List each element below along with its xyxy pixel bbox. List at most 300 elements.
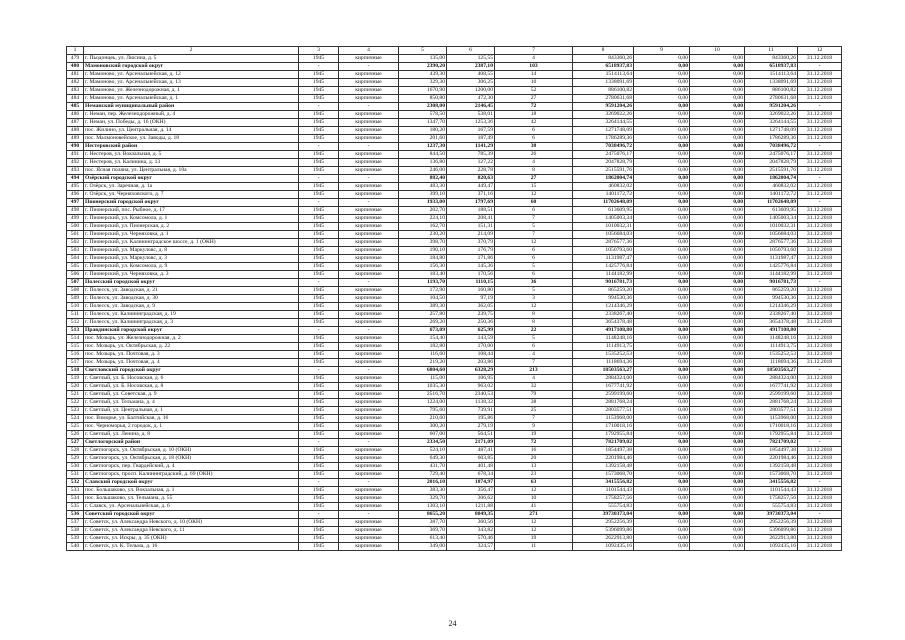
table-cell: 729,40	[399, 471, 447, 479]
table-cell: 1945	[299, 503, 339, 511]
table-cell: 538	[67, 527, 84, 535]
table-cell: кирпичные	[339, 447, 399, 455]
table-cell: г. Мамоново, ул. Арсенальнейская, д. 12	[84, 71, 299, 79]
table-cell: 0,00	[634, 119, 690, 127]
table-cell: 26	[495, 151, 573, 159]
table-row	[67, 183, 842, 191]
table-row	[67, 351, 842, 359]
table-cell: 23	[495, 471, 573, 479]
table-cell: 519	[67, 375, 84, 383]
table-cell: кирпичные	[339, 519, 399, 527]
table-cell: 239,75	[447, 311, 495, 319]
table-cell: 0,00	[634, 95, 690, 103]
table-cell: 1347,70	[399, 119, 447, 127]
table-cell: 865259,20	[573, 287, 634, 295]
table-cell: 1945	[299, 223, 339, 231]
table-cell: 2881768,24	[745, 399, 798, 407]
table-cell: 1854497,38	[745, 447, 798, 455]
table-cell: 0,00	[634, 231, 690, 239]
table-cell: 210,60	[399, 415, 447, 423]
table-row	[67, 159, 842, 167]
table-cell: 202,70	[399, 207, 447, 215]
table-cell: г. Мамоново, ул. Железнодорожная, д. 1	[84, 87, 299, 95]
table-cell: кирпичные	[339, 503, 399, 511]
table-cell: 820,63	[447, 175, 495, 183]
table-cell: -	[339, 143, 399, 151]
table-cell: 228,78	[447, 167, 495, 175]
table-cell: 0,00	[634, 503, 690, 511]
table-cell: кирпичные	[339, 127, 399, 135]
table-cell: 3654378,48	[573, 319, 634, 327]
table-cell: 1945	[299, 311, 339, 319]
table-cell: 1148248,16	[573, 335, 634, 343]
table-cell: 0,00	[634, 351, 690, 359]
table-cell: -	[299, 327, 339, 335]
table-cell: 0,00	[690, 415, 745, 423]
table-cell: Полесский городской округ	[84, 279, 299, 287]
table-cell: 1945	[299, 127, 339, 135]
table-cell: 31.12.2018	[798, 503, 842, 511]
table-row	[67, 287, 842, 295]
table-cell: 512	[67, 319, 84, 327]
table-cell: 0,00	[634, 127, 690, 135]
table-cell: 182,80	[399, 343, 447, 351]
table-cell: 0,00	[690, 447, 745, 455]
table-cell: 151,31	[447, 223, 495, 231]
table-cell: 0,00	[690, 55, 745, 63]
table-cell: 224,10	[399, 215, 447, 223]
table-cell: 625,99	[447, 327, 495, 335]
table-cell: 195,86	[447, 415, 495, 423]
table-cell: 8049,35	[447, 511, 495, 519]
table-cell: 1945	[299, 71, 339, 79]
table-cell: 536	[67, 511, 84, 519]
table-cell: 1237,30	[399, 143, 447, 151]
table-cell: 188,51	[447, 207, 495, 215]
table-cell: 0,00	[690, 159, 745, 167]
table-cell: 431,70	[399, 463, 447, 471]
table-cell: г. Озёрск, ул. Черняховского, д. 7	[84, 191, 299, 199]
table-cell: 1338091,69	[745, 79, 798, 87]
table-cell: 1945	[299, 471, 339, 479]
table-cell: Светловский городской округ	[84, 367, 299, 375]
table-cell: 518	[67, 367, 84, 375]
table-cell: 1945	[299, 519, 339, 527]
table-cell: 31.12.2018	[798, 359, 842, 367]
table-cell: 103	[495, 63, 573, 71]
table-row	[67, 503, 842, 511]
table-cell: 1797,69	[447, 199, 495, 207]
table-cell: кирпичные	[339, 319, 399, 327]
table-cell: 526	[67, 431, 84, 439]
table-cell: 1271748,09	[745, 127, 798, 135]
table-cell: 1101544,43	[745, 487, 798, 495]
table-cell: 356,47	[447, 487, 495, 495]
table-cell: 125,55	[447, 55, 495, 63]
table-cell: 538,01	[447, 111, 495, 119]
table-cell: 1945	[299, 263, 339, 271]
table-cell: 0,00	[690, 319, 745, 327]
table-cell: 524	[67, 415, 84, 423]
table-cell: 865259,20	[745, 287, 798, 295]
table-cell: 362,05	[447, 303, 495, 311]
column-header: 6	[447, 47, 495, 55]
table-cell: 2622913,80	[573, 535, 634, 543]
table-cell: 3415556,82	[573, 479, 634, 487]
table-cell: 31.12.2018	[798, 319, 842, 327]
table-cell: -	[339, 63, 399, 71]
table-cell: 1758257,56	[745, 495, 798, 503]
table-cell: 31.12.2018	[798, 471, 842, 479]
table-cell: 0,00	[634, 343, 690, 351]
table-cell: кирпичные	[339, 247, 399, 255]
table-cell: 1138,32	[447, 399, 495, 407]
table-cell: -	[339, 367, 399, 375]
table-cell: 0,00	[634, 175, 690, 183]
table-cell: 20	[495, 455, 573, 463]
table-cell: 0,00	[690, 71, 745, 79]
table-row	[67, 303, 842, 311]
table-cell: 488	[67, 127, 84, 135]
table-cell: 479	[67, 55, 84, 63]
table-cell: кирпичные	[339, 167, 399, 175]
table-cell: г. Пионерский, ул. Калининградское шоссе, д. 1 (ОКН)	[84, 239, 299, 247]
table-cell: 480	[67, 63, 84, 71]
table-cell: 399,10	[399, 191, 447, 199]
table-cell: 19	[495, 431, 573, 439]
table-cell: 0,00	[634, 167, 690, 175]
table-cell: 1945	[299, 55, 339, 63]
table-row	[67, 535, 842, 543]
table-cell: 1786289,36	[745, 135, 798, 143]
table-cell: 3269022,26	[573, 111, 634, 119]
table-cell: 170,56	[447, 271, 495, 279]
table-cell: 104,50	[399, 295, 447, 303]
table-cell: кирпичные	[339, 423, 399, 431]
table-row	[67, 311, 842, 319]
table-cell: 19	[495, 535, 573, 543]
table-row	[67, 359, 842, 367]
table-cell: 31.12.2018	[798, 191, 842, 199]
table-cell: -	[299, 479, 339, 487]
table-cell: 31.12.2018	[798, 535, 842, 543]
table-cell: 1303,10	[399, 503, 447, 511]
table-cell: 1945	[299, 87, 339, 95]
table-cell: 1945	[299, 463, 339, 471]
table-cell: 0,00	[634, 327, 690, 335]
table-cell: 383,30	[399, 487, 447, 495]
table-cell: 534	[67, 495, 84, 503]
table-cell: г. Пионерский, ул. Черняховка, д. 3	[84, 271, 299, 279]
table-cell: 1945	[299, 487, 339, 495]
table-cell: 4	[495, 351, 573, 359]
table-cell: кирпичные	[339, 535, 399, 543]
table-cell: 31.12.2018	[798, 519, 842, 527]
table-cell: 31.12.2018	[798, 127, 842, 135]
table-cell: 160,80	[447, 287, 495, 295]
table-cell: -	[339, 511, 399, 519]
table-cell: г. Славск, ул. Арсенальнейская, д. 6	[84, 503, 299, 511]
table-cell: 31.12.2018	[798, 447, 842, 455]
table-cell: 0,00	[634, 431, 690, 439]
table-cell: 1131987,47	[745, 255, 798, 263]
table-cell: 0,00	[690, 431, 745, 439]
table-cell: кирпичные	[339, 335, 399, 343]
table-cell: 31.12.2018	[798, 271, 842, 279]
table-cell: 521	[67, 391, 84, 399]
column-header: 9	[634, 47, 690, 55]
table-cell: 0,00	[634, 383, 690, 391]
table-cell: 72	[495, 439, 573, 447]
table-cell: 1945	[299, 191, 339, 199]
table-cell: г. Пионерский, ул. Маркуловс, д. 3	[84, 255, 299, 263]
table-cell: г. Мамоново, ул. Арсенальнейская, д. 13	[84, 79, 299, 87]
table-cell: 2876577,36	[573, 239, 634, 247]
table-cell: 408,55	[447, 71, 495, 79]
table-cell: Пионерский городской округ	[84, 199, 299, 207]
table-cell: 12	[495, 519, 573, 527]
table-cell: 1854497,38	[573, 447, 634, 455]
table-cell: 0,00	[690, 191, 745, 199]
table-cell: 387,70	[399, 519, 447, 527]
table-cell: 31.12.2018	[798, 247, 842, 255]
table-cell: 1945	[299, 447, 339, 455]
table-cell: -	[798, 479, 842, 487]
table-cell: 1114913,75	[745, 343, 798, 351]
table-cell: 0,00	[690, 351, 745, 359]
table-cell: 2171,09	[447, 439, 495, 447]
table-cell: 0,00	[690, 135, 745, 143]
table-cell: г. Светлый, ул. Советская, д. 9	[84, 391, 299, 399]
table-cell: 1945	[299, 231, 339, 239]
table-cell: г. Неман, ул. Победы, д. 16 (ОКН)	[84, 119, 299, 127]
table-cell: 504	[67, 255, 84, 263]
subtotal-row	[67, 327, 842, 335]
table-cell: кирпичные	[339, 343, 399, 351]
table-cell: 0,00	[690, 543, 745, 551]
table-cell: 0,00	[634, 543, 690, 551]
table-cell: кирпичные	[339, 71, 399, 79]
table-cell: Правдинский городской округ	[84, 327, 299, 335]
table-cell: 2622913,80	[745, 535, 798, 543]
table-cell: 343,82	[447, 527, 495, 535]
table-cell: 1056684,03	[573, 231, 634, 239]
table-cell: 1945	[299, 455, 339, 463]
table-cell: кирпичные	[339, 183, 399, 191]
table-cell: 0,00	[690, 255, 745, 263]
table-cell: 39730373,04	[745, 511, 798, 519]
table-cell: 0,00	[690, 391, 745, 399]
table-cell: 449,47	[447, 183, 495, 191]
table-cell: 201,60	[399, 135, 447, 143]
table-cell: -	[299, 439, 339, 447]
table-cell: 31.12.2018	[798, 463, 842, 471]
table-cell: 0,00	[690, 271, 745, 279]
table-cell: 214,09	[447, 231, 495, 239]
table-cell: -	[299, 511, 339, 519]
table-cell: 18503563,27	[573, 367, 634, 375]
table-cell: 31.12.2018	[798, 71, 842, 79]
table-cell: 0,00	[634, 191, 690, 199]
table-cell: -	[339, 175, 399, 183]
table-cell: пос. Мозырь, ул. Почтовая, д. 4	[84, 359, 299, 367]
table-cell: 0,00	[634, 495, 690, 503]
table-cell: 8	[495, 167, 573, 175]
table-cell: 12	[495, 527, 573, 535]
table-cell: 2047828,79	[745, 159, 798, 167]
table-cell: 2475076,17	[745, 151, 798, 159]
table-cell: 0,00	[690, 111, 745, 119]
table-cell: 532	[67, 479, 84, 487]
table-cell: 1945	[299, 215, 339, 223]
table-cell: -	[299, 103, 339, 111]
table-cell: 12	[495, 487, 573, 495]
table-cell: 271	[495, 511, 573, 519]
table-cell: 489	[67, 135, 84, 143]
table-cell: 1392158,48	[745, 463, 798, 471]
table-cell: -	[798, 63, 842, 71]
table-cell: 613,40	[399, 535, 447, 543]
table-row	[67, 255, 842, 263]
table-cell: -	[339, 327, 399, 335]
table-row	[67, 487, 842, 495]
table-cell: 0,00	[690, 479, 745, 487]
table-cell: 0,00	[690, 343, 745, 351]
table-cell: 135,00	[399, 55, 447, 63]
table-cell: 843360,26	[745, 55, 798, 63]
table-row	[67, 191, 842, 199]
table-cell: -	[299, 279, 339, 287]
table-cell: г. Светлый, ул. Б. Носовская, д. 8	[84, 383, 299, 391]
table-cell: 184,80	[399, 255, 447, 263]
table-row	[67, 423, 842, 431]
table-cell: 0,00	[690, 487, 745, 495]
table-cell: 1945	[299, 423, 339, 431]
table-cell: 300,20	[399, 423, 447, 431]
table-cell: -	[798, 279, 842, 287]
table-cell: 1214346,29	[573, 303, 634, 311]
subtotal-row	[67, 175, 842, 183]
table-cell: 0,00	[634, 63, 690, 71]
table-cell: 167,59	[447, 127, 495, 135]
table-cell: 42	[495, 119, 573, 127]
table-cell: 0,00	[634, 255, 690, 263]
table-cell: 2334,50	[399, 439, 447, 447]
table-cell: 1758257,56	[573, 495, 634, 503]
table-cell: 0,00	[690, 95, 745, 103]
table-cell: 0,00	[690, 439, 745, 447]
table-cell: 8655,20	[399, 511, 447, 519]
table-cell: 1945	[299, 535, 339, 543]
table-cell: 219,20	[399, 359, 447, 367]
table-cell: 0,00	[634, 207, 690, 215]
table-cell: 0,00	[634, 279, 690, 287]
table-cell: 1573068,70	[745, 471, 798, 479]
table-cell: 0,00	[634, 423, 690, 431]
table-cell: 1945	[299, 255, 339, 263]
table-cell: 389,30	[399, 303, 447, 311]
table-cell: 503	[67, 247, 84, 255]
table-cell: 7	[495, 215, 573, 223]
table-cell: 486	[67, 111, 84, 119]
table-cell: -	[339, 439, 399, 447]
table-cell: 0,00	[690, 207, 745, 215]
table-cell: 5	[495, 263, 573, 271]
table-cell: 1862004,74	[573, 175, 634, 183]
table-cell: кирпичные	[339, 255, 399, 263]
table-cell: 3264144,55	[745, 119, 798, 127]
table-cell: 31.12.2018	[798, 527, 842, 535]
table-cell: 481	[67, 71, 84, 79]
table-cell: 0,00	[690, 519, 745, 527]
table-cell: 3269022,26	[745, 111, 798, 119]
table-cell: 2780631,68	[573, 95, 634, 103]
table-cell: 162,70	[399, 223, 447, 231]
table-cell: 460832,02	[573, 183, 634, 191]
table-row	[67, 455, 842, 463]
table-cell: 6804,60	[399, 367, 447, 375]
column-header: 3	[299, 47, 339, 55]
table-cell: 523	[67, 407, 84, 415]
table-cell: кирпичные	[339, 159, 399, 167]
table-cell: 31.12.2018	[798, 255, 842, 263]
table-cell: 6328,29	[447, 367, 495, 375]
table-cell: 7821709,02	[745, 439, 798, 447]
table-cell: 578,50	[399, 111, 447, 119]
table-cell: Мамоновский городской округ	[84, 63, 299, 71]
table-cell: 97,19	[447, 295, 495, 303]
table-cell: 514	[67, 335, 84, 343]
table-cell: 0,00	[634, 463, 690, 471]
table-cell: 525	[67, 423, 84, 431]
table-cell: 31.12.2018	[798, 239, 842, 247]
table-cell: 0,00	[634, 311, 690, 319]
table-cell: 0,00	[690, 287, 745, 295]
table-cell: 1153968,00	[573, 415, 634, 423]
table-cell: 844,50	[399, 151, 447, 159]
table-cell: 0,00	[634, 287, 690, 295]
table-cell: 1945	[299, 399, 339, 407]
table-cell: 886100,82	[745, 87, 798, 95]
table-row	[67, 383, 842, 391]
table-cell: 22	[495, 327, 573, 335]
table-cell: 370,79	[447, 239, 495, 247]
table-cell: 401,48	[447, 463, 495, 471]
table-cell: кирпичные	[339, 95, 399, 103]
table-cell: 6	[495, 207, 573, 215]
table-row	[67, 263, 842, 271]
table-cell: 1010032,31	[573, 223, 634, 231]
table-cell: 250,36	[447, 319, 495, 327]
table-cell: 2599199,60	[745, 391, 798, 399]
table-cell: 1118694,36	[573, 359, 634, 367]
table-cell: 529	[67, 455, 84, 463]
table-row	[67, 271, 842, 279]
table-cell: 491	[67, 151, 84, 159]
table-cell: 3654378,48	[745, 319, 798, 327]
table-cell: 2876577,36	[745, 239, 798, 247]
table-cell: 0,00	[634, 535, 690, 543]
table-cell: 398,70	[399, 239, 447, 247]
table-cell: 886100,82	[573, 87, 634, 95]
table-cell: кирпичные	[339, 471, 399, 479]
table-cell: 190,10	[399, 247, 447, 255]
table-cell: 1035,30	[399, 383, 447, 391]
table-cell: 2515591,76	[573, 167, 634, 175]
table-row	[67, 295, 842, 303]
table-cell: -	[798, 175, 842, 183]
table-cell: 483	[67, 87, 84, 95]
